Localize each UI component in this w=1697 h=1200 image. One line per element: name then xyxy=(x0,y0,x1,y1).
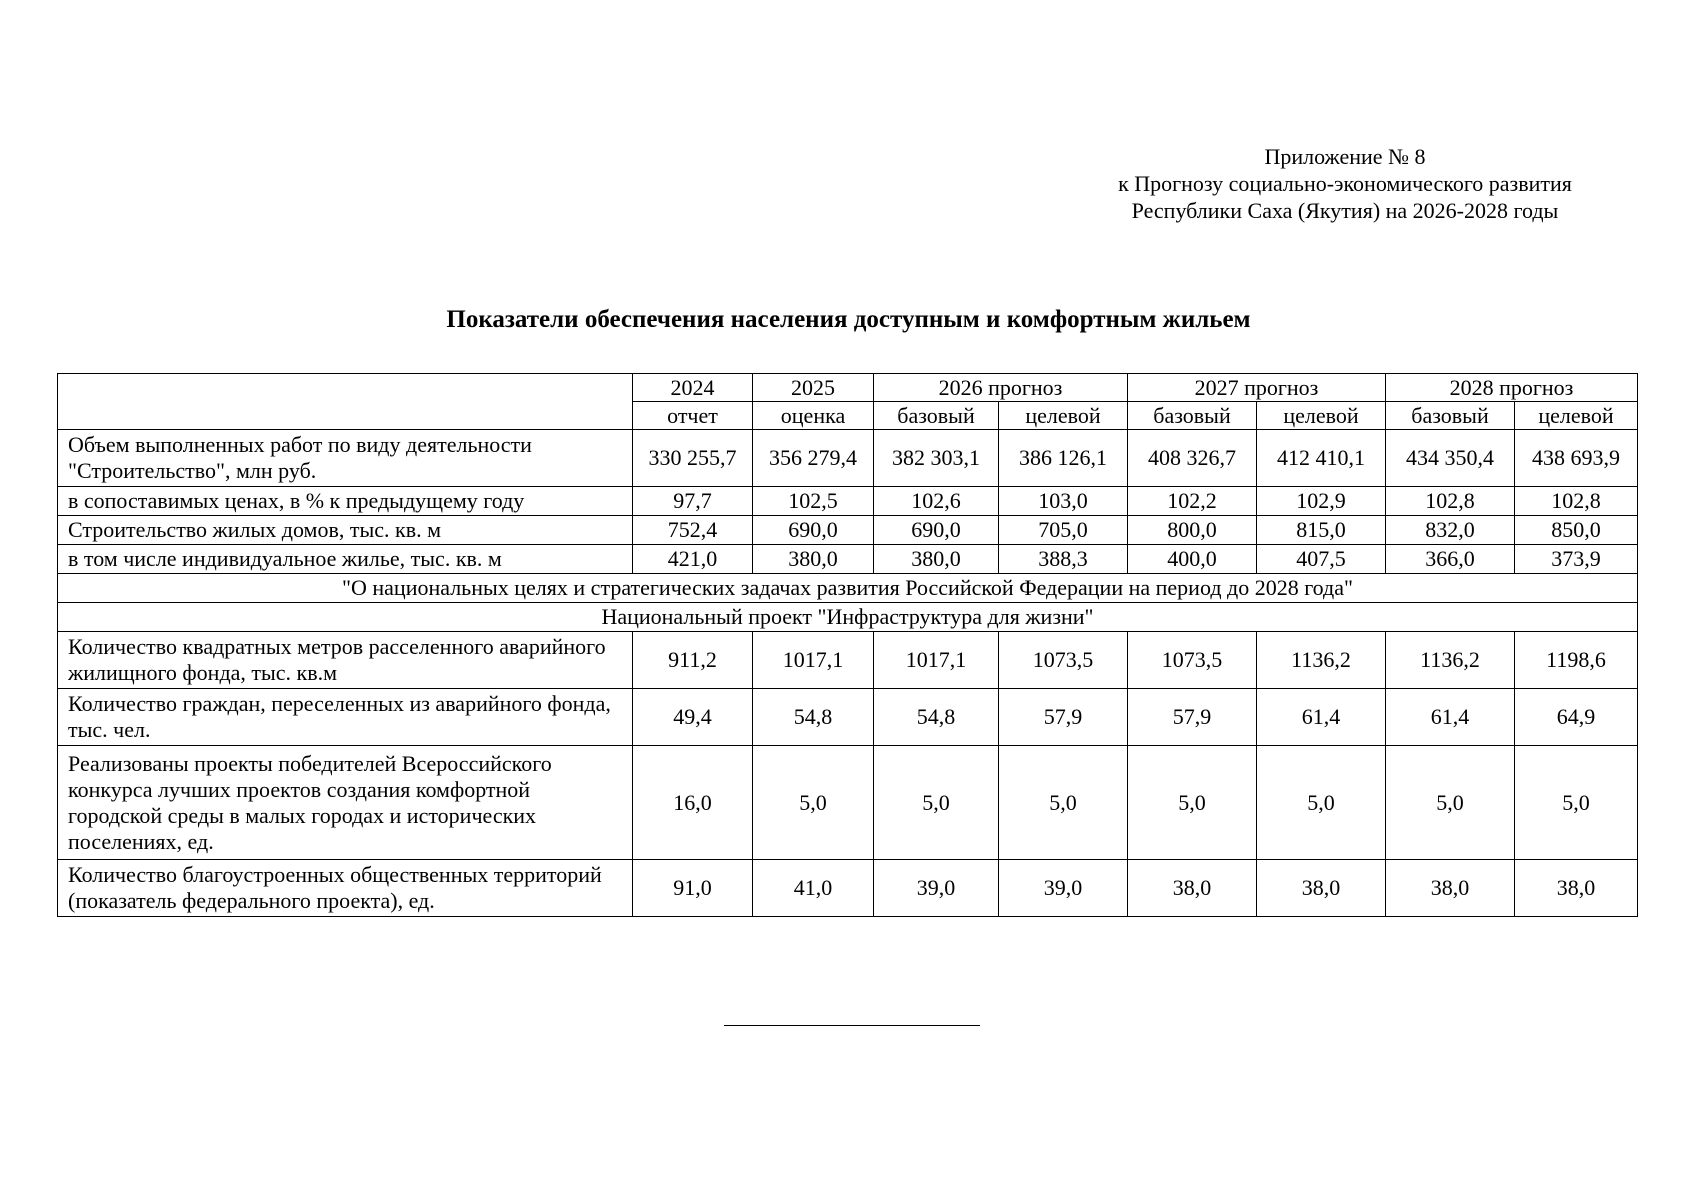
closing-divider xyxy=(724,1025,980,1026)
table-cell: 752,4 xyxy=(633,516,753,545)
row-label: Объем выполненных работ по виду деятельности "Строительство", млн руб. xyxy=(58,430,633,487)
table-cell: 102,5 xyxy=(753,487,874,516)
header-corner-cell xyxy=(58,374,633,430)
row-label: в том числе индивидуальное жилье, тыс. кв. м xyxy=(58,545,633,574)
table-cell: 102,9 xyxy=(1257,487,1386,516)
table-cell: 1198,6 xyxy=(1515,632,1638,689)
table-cell: 103,0 xyxy=(999,487,1128,516)
table-cell: 434 350,4 xyxy=(1386,430,1515,487)
table-cell: 97,7 xyxy=(633,487,753,516)
table-cell: 330 255,7 xyxy=(633,430,753,487)
table-cell: 438 693,9 xyxy=(1515,430,1638,487)
table-cell: 41,0 xyxy=(753,860,874,917)
table-cell: 1017,1 xyxy=(874,632,999,689)
table-cell: 57,9 xyxy=(1128,689,1257,746)
table-cell: 1017,1 xyxy=(753,632,874,689)
header-sub-base-2026: базовый xyxy=(874,402,999,430)
header-sub-base-2028: базовый xyxy=(1386,402,1515,430)
table-row xyxy=(58,545,1638,574)
table-row xyxy=(58,746,1638,860)
table-cell: 102,6 xyxy=(874,487,999,516)
section-national-project: Национальный проект "Инфраструктура для жизни" xyxy=(58,603,1638,632)
table-cell: 5,0 xyxy=(874,746,999,860)
section-decree: "О национальных целях и стратегических задачах развития Российской Федерации на период до 2028 года" xyxy=(58,574,1638,603)
table-cell: 102,2 xyxy=(1128,487,1257,516)
row-label: Количество благоустроенных общественных территорий (показатель федерального проекта), ед. xyxy=(58,860,633,917)
table-cell: 407,5 xyxy=(1257,545,1386,574)
table-cell: 815,0 xyxy=(1257,516,1386,545)
row-label: Количество граждан, переселенных из аварийного фонда, тыс. чел. xyxy=(58,689,633,746)
table-cell: 5,0 xyxy=(1386,746,1515,860)
table-row xyxy=(58,632,1638,689)
table-row xyxy=(58,516,1638,545)
table-cell: 49,4 xyxy=(633,689,753,746)
row-label: Реализованы проекты победителей Всероссийского конкурса лучших проектов создания комфортной городской среды в малых городах и исторических поселениях, ед. xyxy=(58,746,633,860)
header-year-2025: 2025 xyxy=(753,374,874,402)
header-year-2026: 2026 прогноз xyxy=(874,374,1128,402)
table-row xyxy=(58,689,1638,746)
table-cell: 690,0 xyxy=(753,516,874,545)
section-row-decree xyxy=(58,574,1638,603)
table-cell: 911,2 xyxy=(633,632,753,689)
header-sub-report: отчет xyxy=(633,402,753,430)
appendix-reference-region: Республики Саха (Якутия) на 2026-2028 годы xyxy=(1131,198,1559,223)
table-cell: 54,8 xyxy=(874,689,999,746)
table-cell: 5,0 xyxy=(753,746,874,860)
table-cell: 5,0 xyxy=(1128,746,1257,860)
table-row xyxy=(58,860,1638,917)
table-cell: 832,0 xyxy=(1386,516,1515,545)
row-label: Строительство жилых домов, тыс. кв. м xyxy=(58,516,633,545)
table-cell: 705,0 xyxy=(999,516,1128,545)
table-cell: 800,0 xyxy=(1128,516,1257,545)
table-cell: 1136,2 xyxy=(1257,632,1386,689)
table-cell: 57,9 xyxy=(999,689,1128,746)
table-cell: 850,0 xyxy=(1515,516,1638,545)
table-cell: 39,0 xyxy=(874,860,999,917)
table-cell: 54,8 xyxy=(753,689,874,746)
table-cell: 400,0 xyxy=(1128,545,1257,574)
table-cell: 380,0 xyxy=(874,545,999,574)
table-cell: 373,9 xyxy=(1515,545,1638,574)
table-cell: 1073,5 xyxy=(1128,632,1257,689)
table-cell: 388,3 xyxy=(999,545,1128,574)
table-cell: 64,9 xyxy=(1515,689,1638,746)
header-sub-estimate: оценка xyxy=(753,402,874,430)
header-year-2024: 2024 xyxy=(633,374,753,402)
table-cell: 39,0 xyxy=(999,860,1128,917)
table-cell: 61,4 xyxy=(1257,689,1386,746)
header-year-2027: 2027 прогноз xyxy=(1128,374,1386,402)
header-year-2028: 2028 прогноз xyxy=(1386,374,1638,402)
row-label: Количество квадратных метров расселенного аварийного жилищного фонда, тыс. кв.м xyxy=(58,632,633,689)
table-cell: 386 126,1 xyxy=(999,430,1128,487)
appendix-reference: к Прогнозу социально-экономического развития xyxy=(1118,171,1572,196)
table-cell: 408 326,7 xyxy=(1128,430,1257,487)
header-sub-target-2027: целевой xyxy=(1257,402,1386,430)
table-cell: 380,0 xyxy=(753,545,874,574)
table-cell: 38,0 xyxy=(1386,860,1515,917)
document-title: Показатели обеспечения населения доступным и комфортным жильем xyxy=(446,306,1251,333)
section-row-project xyxy=(58,603,1638,632)
table-cell: 356 279,4 xyxy=(753,430,874,487)
indicators-table xyxy=(57,373,1638,917)
table-cell: 38,0 xyxy=(1515,860,1638,917)
table-row xyxy=(58,487,1638,516)
row-label: в сопоставимых ценах, в % к предыдущему году xyxy=(58,487,633,516)
table-cell: 38,0 xyxy=(1128,860,1257,917)
table-cell: 5,0 xyxy=(999,746,1128,860)
table-cell: 38,0 xyxy=(1257,860,1386,917)
table-cell: 1073,5 xyxy=(999,632,1128,689)
appendix-note xyxy=(1000,143,1690,224)
table-cell: 61,4 xyxy=(1386,689,1515,746)
header-row-years xyxy=(58,374,1638,402)
table-row xyxy=(58,430,1638,487)
appendix-number: Приложение № 8 xyxy=(1264,144,1426,169)
table-cell: 366,0 xyxy=(1386,545,1515,574)
table-cell: 5,0 xyxy=(1515,746,1638,860)
table-cell: 412 410,1 xyxy=(1257,430,1386,487)
header-sub-target-2026: целевой xyxy=(999,402,1128,430)
table-cell: 382 303,1 xyxy=(874,430,999,487)
table-cell: 16,0 xyxy=(633,746,753,860)
table-cell: 91,0 xyxy=(633,860,753,917)
table-cell: 421,0 xyxy=(633,545,753,574)
header-sub-base-2027: базовый xyxy=(1128,402,1257,430)
table-cell: 5,0 xyxy=(1257,746,1386,860)
table-cell: 102,8 xyxy=(1386,487,1515,516)
table-cell: 690,0 xyxy=(874,516,999,545)
header-sub-target-2028: целевой xyxy=(1515,402,1638,430)
table-cell: 102,8 xyxy=(1515,487,1638,516)
table-cell: 1136,2 xyxy=(1386,632,1515,689)
